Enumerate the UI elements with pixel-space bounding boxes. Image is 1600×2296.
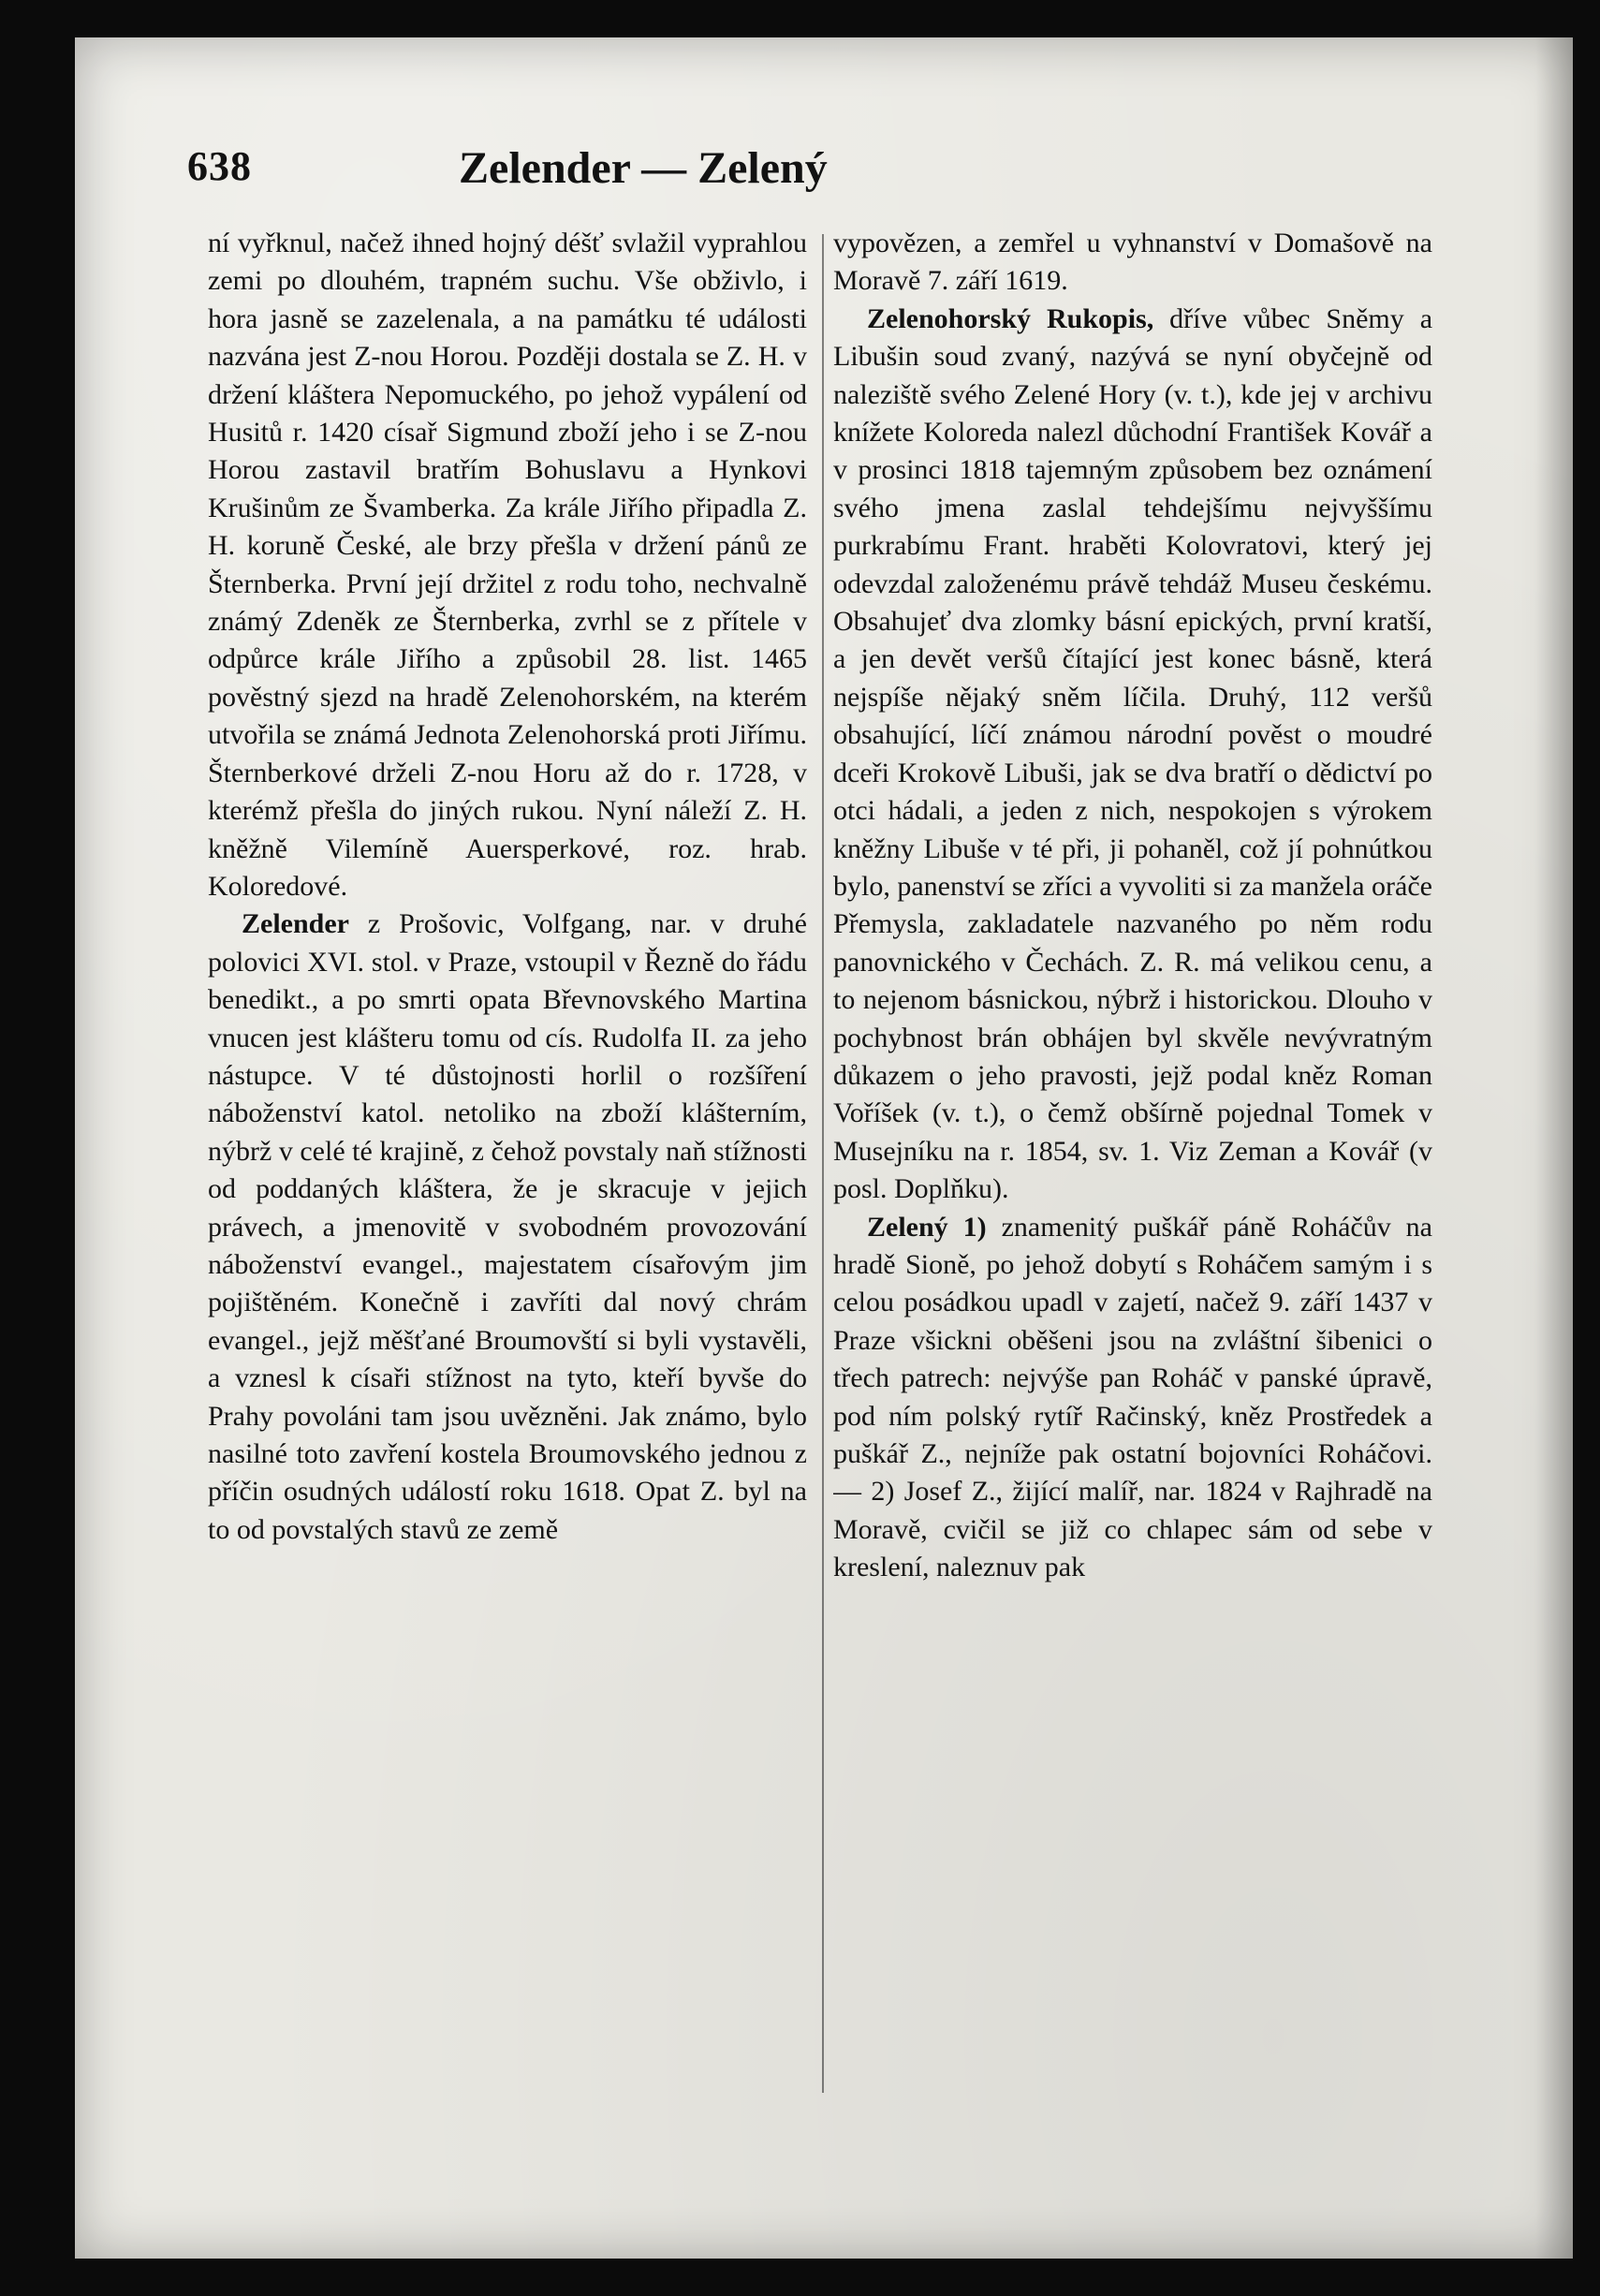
left-column (208, 225, 807, 2135)
continuation-text-right: vypovězen, a zemřel u vyhnanství v Domašově na Moravě 7. září 1619. (833, 228, 1432, 297)
column-divider (822, 234, 824, 2093)
lemma-zeleny: Zelený 1) (867, 1211, 987, 1243)
page-number: 638 (187, 143, 252, 189)
running-head: Zelender — Zelený (459, 143, 828, 193)
entry-zeleny-text: znamenitý puškář páně Roháčův na hradě Sioně, po jehož dobytí s Roháčem samým i s celou posádkou upadl v zajetí, načež 9. září 1437 v Praze všickni oběšeni jsou na zvláštní šibenici o třech patrech: nejvýše pan Roháč v panské úpravě, pod ním polský rytíř Račinský, kněz Prostředek a puškář Z., nejníže pak ostatní bojovníci Roháčovi. — 2) Josef Z., žijící malíř, nar. 1824 v Rajhradě na Moravě, cvičil se již co chlapec sám od sebe v kreslení, naleznuv pak (833, 1211, 1432, 1583)
page-edge-shadow (1535, 37, 1573, 2259)
entry-zelenohorsky-rukopis-text: dříve vůbec Sněmy a Libušin soud zvaný, nazývá se nyní obyčejně od naleziště svého Zelené Hory (v. t.), kde jej v archivu knížete Koloreda nalezl důchodní František Kovář a v prosinci 1818 tajemným způsobem bez oznámení svého jmena zaslal tehdejšímu nejvyššímu purkrabímu Frant. hraběti Kolovratovi, který jej odevzdal založenému právě tehdáž Museu českému. Obsahujeť dva zlomky básní epických, první kratší, a jen devět veršů čítající jest konec básně, která nejspíše nějaký sněm líčila. Druhý, 112 veršů obsahující, líčí známou národní pověst o moudré dceři Krokově Libuši, jak se dva bratří o dědictví po otci hádali, a jeden z nich, nespokojen s výrokem kněžny Libuše v té při, ji pohaněl, což jí pohnútkou bylo, panenství se zříci a vyvoliti si za manžela oráče Přemysla, zakladatele nazvaného po něm rodu panovnického v Čechách. Z. R. má velikou cenu, a to nejenom básnickou, nýbrž i historickou. Dlouho v pochybnost brán obhájen byl skvěle nevývratným důkazem o jeho pravosti, jejž podal kněz Roman Voříšek (v. t.), o čemž obšírně pojednal Tomek v Musejníku na r. 1854, sv. 1. Viz Zeman a Kovář (v posl. Doplňku). (833, 302, 1432, 1205)
entry-zeleny (833, 1209, 1432, 1587)
entry-zelenohorsky-rukopis (833, 301, 1432, 1209)
book-page (75, 37, 1573, 2259)
lemma-zelender: Zelender (242, 908, 349, 940)
continued-entry-text (208, 225, 807, 905)
entry-zelender (208, 905, 807, 1549)
continuation-text: ní vyřknul, načež ihned hojný déšť svlažil vyprahlou zemi po dlouhém, trapném suchu. Vše obživlo, i hora jasně se zazelenala, a na památku té události nazvána jest Z-nou Horou. Později dostala se Z. H. v držení kláštera Nepomuckého, po jehož vypálení od Husitů r. 1420 císař Sigmund zboží jeho i se Z-nou Horou zastavil bratřím Bohuslavu a Hynkovi Krušinům ze Švamberka. Za krále Jiřího připadla Z. H. koruně České, ale brzy přešla v držení pánů ze Šternberka. První její držitel z rodu toho, nechvalně známý Zdeněk ze Šternberka, zvrhl se z přítele v odpůrce krále Jiřího a způsobil 28. list. 1465 pověstný sjezd na hradě Zelenohorském, na kterém utvořila se známá Jednota Zelenohorská proti Jiřímu. Šternberkové drželi Z-nou Horu až do r. 1728, v kterémž přešla do jiných rukou. Nyní náleží Z. H. kněžně Vilemíně Auersperkové, roz. hrab. Koloredové. (208, 228, 807, 902)
continued-entry-text-right (833, 225, 1432, 301)
right-column (833, 225, 1432, 2135)
page-header (187, 142, 1123, 199)
lemma-zelenohorsky-rukopis: Zelenohorský Rukopis, (867, 302, 1154, 334)
entry-zelender-text: z Prošovic, Volfgang, nar. v druhé polovici XVI. stol. v Praze, vstoupil v Řezně do řádu benedikt., a po smrti opata Břevnovského Martina vnucen jest klášteru tomu od cís. Rudolfa II. za jeho nástupce. V té důstojnosti horlil o rozšíření náboženství katol. netoliko na zboží klášterním, nýbrž v celé té krajině, z čehož povstaly naň stížnosti od poddaných kláštera, že je skracuje v jejich právech, a jmenovitě v svobodném provozování náboženství evangel., majestatem císařovým jim pojištěném. Konečně i zavříti dal nový chrám evangel., jejž měšťané Broumovští si byli vystavěli, a vznesl k císaři stížnost na tyto, kteří byvše do Prahy povoláni tam jsou uvězněni. Jak známo, bylo nasilné toto zavření kostela Broumovského jednou z příčin osudných událostí roku 1618. Opat Z. byl na to od povstalých stavů ze země (208, 908, 807, 1545)
